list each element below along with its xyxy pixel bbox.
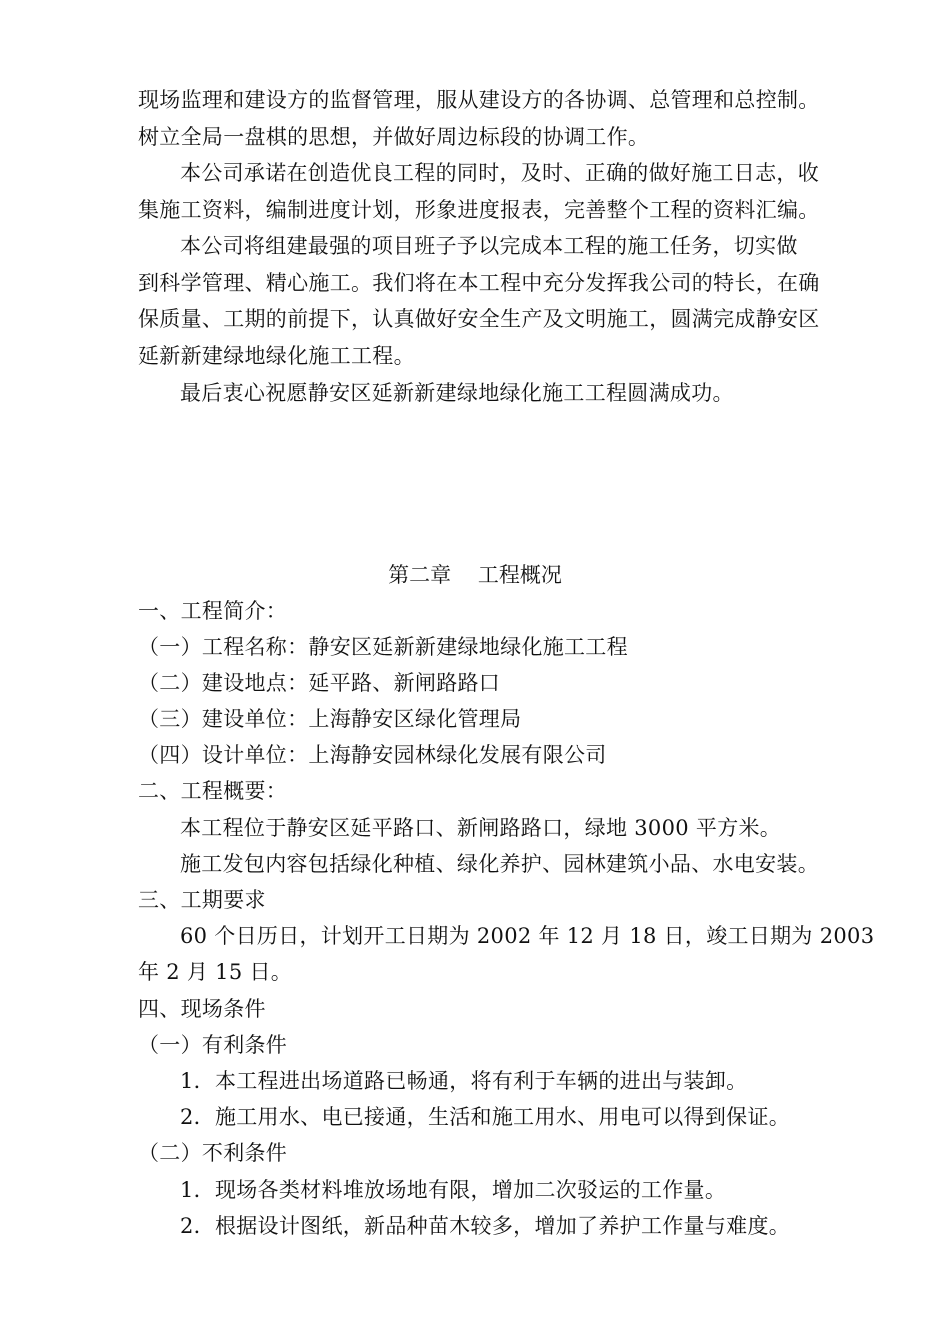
unfavorable-condition-item: 1．现场各类材料堆放场地有限，增加二次驳运的工作量。: [180, 1178, 727, 1202]
favorable-condition-item: 1．本工程进出场道路已畅通，将有利于车辆的进出与装卸。: [180, 1069, 748, 1093]
intro-paragraph-1-line-2: 树立全局一盘棋的思想，并做好周边标段的协调工作。: [138, 125, 650, 149]
section-2-line: 施工发包内容包括绿化种植、绿化养护、园林建筑小品、水电安装。: [180, 852, 819, 876]
section-3-heading: 三、工期要求: [138, 888, 266, 912]
section-2-heading: 二、工程概要：: [138, 779, 288, 803]
intro-paragraph-3-line-3: 保质量、工期的前提下，认真做好安全生产及文明施工，圆满完成静安区: [138, 307, 820, 331]
section-3-line-2: 年 2 月 15 日。: [138, 960, 293, 984]
favorable-condition-item: 2．施工用水、电已接通，生活和施工用水、用电可以得到保证。: [180, 1105, 791, 1129]
intro-paragraph-1-line-1: 现场监理和建设方的监督管理，服从建设方的各协调、总管理和总控制。: [138, 88, 820, 112]
intro-paragraph-2-line-2: 集施工资料，编制进度计划，形象进度报表，完善整个工程的资料汇编。: [138, 198, 820, 222]
unfavorable-conditions-heading: （二）不利条件: [138, 1141, 288, 1165]
chapter-title: 第二章 工程概况: [388, 563, 562, 587]
section-1-item: （四）设计单位：上海静安园林绿化发展有限公司: [138, 743, 607, 767]
section-1-item: （三）建设单位：上海静安区绿化管理局: [138, 707, 522, 731]
intro-paragraph-4-line-1: 最后衷心祝愿静安区延新新建绿地绿化施工工程圆满成功。: [180, 381, 734, 405]
section-2-line: 本工程位于静安区延平路口、新闸路路口，绿地 3000 平方米。: [180, 816, 782, 840]
section-1-item: （一）工程名称：静安区延新新建绿地绿化施工工程: [138, 635, 628, 659]
section-1-item: （二）建设地点：延平路、新闸路路口: [138, 671, 501, 695]
favorable-conditions-heading: （一）有利条件: [138, 1033, 288, 1057]
intro-paragraph-3-line-2: 到科学管理、精心施工。我们将在本工程中充分发挥我公司的特长，在确: [138, 271, 820, 295]
section-3-line-1: 60 个日历日，计划开工日期为 2002 年 12 月 18 日，竣工日期为 2003: [180, 924, 875, 948]
intro-paragraph-2-line-1: 本公司承诺在创造优良工程的同时，及时、正确的做好施工日志，收: [180, 161, 819, 185]
intro-paragraph-3-line-1: 本公司将组建最强的项目班子予以完成本工程的施工任务，切实做: [180, 234, 798, 258]
section-4-heading: 四、现场条件: [138, 997, 266, 1021]
section-1-heading: 一、工程简介：: [138, 599, 288, 623]
intro-paragraph-3-line-4: 延新新建绿地绿化施工工程。: [138, 344, 415, 368]
unfavorable-condition-item: 2．根据设计图纸，新品种苗木较多，增加了养护工作量与难度。: [180, 1214, 791, 1238]
